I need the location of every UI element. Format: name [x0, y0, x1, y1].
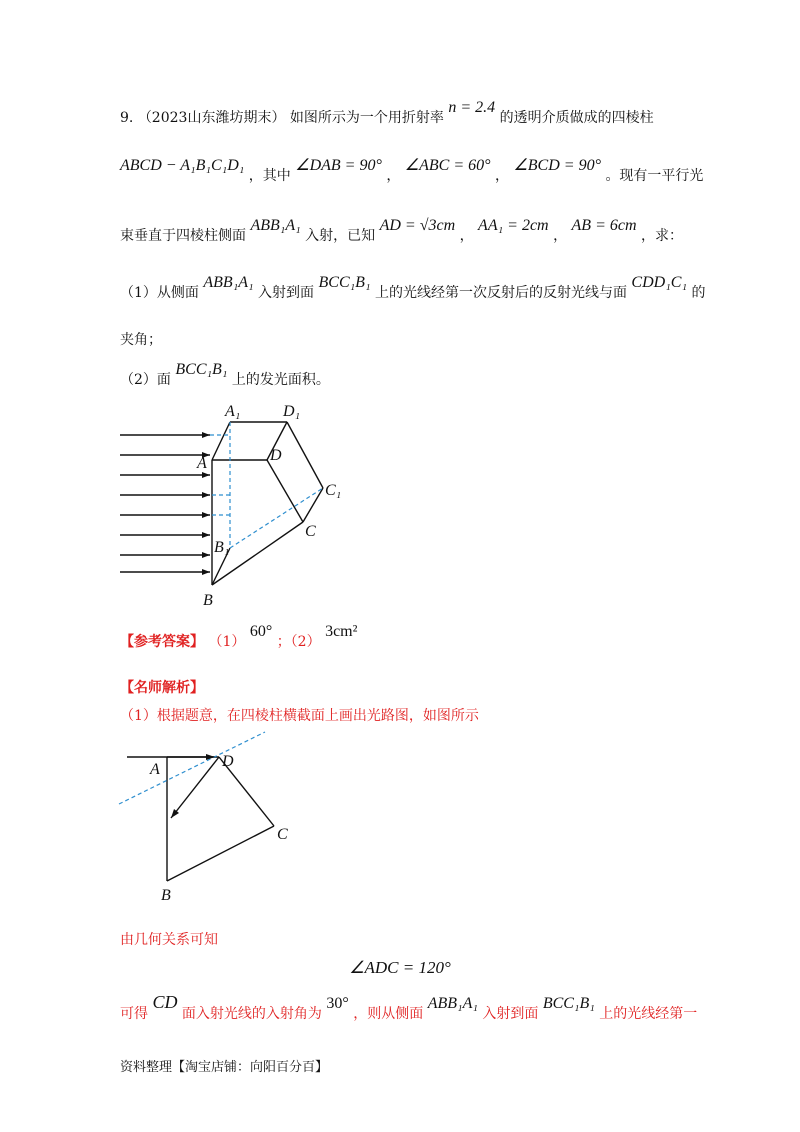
edge-d1c1 [287, 422, 323, 488]
question-1-cont [120, 330, 162, 350]
ad-length: AD = √3cm [379, 217, 456, 234]
prism-figure [115, 400, 375, 610]
label-a: A [197, 455, 207, 472]
face-abb1a1: ABB₁A₁ [203, 274, 254, 291]
refractive-index: n = 2.4 [448, 99, 496, 116]
question-text: 上的光线经第一次反射后的反射光线与面 [374, 285, 627, 301]
arrow-head [202, 472, 210, 478]
problem-text: 。现有一平行光 [605, 168, 704, 184]
label-b: B [203, 592, 213, 609]
arrow-head [202, 532, 210, 538]
face-bcc1b1: BCC₁B₁ [318, 274, 371, 291]
angle-bcd: ∠BCD = 90° [513, 157, 601, 174]
question-text: （2）面 [120, 372, 171, 388]
face-cdd1c1: CDD₁C₁ [631, 274, 687, 291]
angle-adc-line [0, 958, 800, 978]
face-bcc1b1: BCC₁B₁ [175, 361, 228, 378]
aa1-length: AA₁ = 2cm [478, 217, 549, 234]
problem-text: ，其中 [248, 168, 291, 184]
normal-line [119, 732, 265, 804]
answer-1: 60° [249, 623, 273, 640]
label-d: D [270, 447, 282, 464]
ab-length: AB = 6cm [571, 217, 637, 234]
arrow-head [202, 512, 210, 518]
analysis-step-1: （1）根据题意，在四棱柱横截面上画出光路图，如图所示 [120, 708, 479, 724]
arrow-head [202, 492, 210, 498]
question-2 [120, 361, 330, 390]
answer-line [120, 623, 358, 652]
question-text: 上的发光面积。 [231, 372, 330, 388]
label-d1: D₁ [283, 403, 301, 420]
edge-cd: CD [152, 992, 178, 1012]
question-1 [120, 274, 706, 303]
face-abb1a1: ABB₁A₁ [427, 995, 478, 1012]
label-a: A [150, 761, 160, 778]
footer: 资料整理【淘宝店铺：向阳百分百】 [120, 1060, 329, 1075]
analysis-text: 上的光线经第一 [599, 1006, 698, 1022]
answer-label: 【参考答案】 [120, 634, 204, 650]
answer-2: 3cm² [325, 623, 358, 640]
arrow-head [202, 552, 210, 558]
label-b1: B₁ [214, 539, 230, 556]
incidence-angle: 30° [326, 995, 349, 1012]
problem-text: 的透明介质做成的四棱柱 [499, 110, 654, 126]
face-bcc1b1: BCC₁B₁ [542, 995, 595, 1012]
analysis-step-3 [120, 992, 698, 1024]
cross-section-figure [115, 726, 305, 911]
problem-source: （2023山东潍坊期末） [137, 110, 286, 126]
edge-cc1 [303, 488, 323, 522]
problem-line-2: ABCD − A₁B₁C₁D₁ ，其中 ∠DAB = 90° ， ∠ABC = 60° ， ∠BCD = 90° 。现有一平行光 [120, 157, 704, 184]
analysis-label: 【名师解析】 [120, 680, 204, 696]
problem-number: 9. [120, 110, 134, 126]
label-c: C [277, 826, 288, 843]
arrow-head [202, 432, 210, 438]
answer-part: （1） [208, 634, 246, 650]
problem-text: ，求： [640, 228, 683, 244]
angle-abc: ∠ABC = 60° [404, 157, 491, 174]
label-c1: C₁ [325, 482, 342, 499]
analysis-text: 入射到面 [482, 1006, 539, 1022]
analysis-step-2: 由几何关系可知 [120, 932, 218, 948]
analysis-text: 可得 [120, 1006, 148, 1022]
face-abb1a1: ABB₁A₁ [250, 217, 301, 234]
angle-dab: ∠DAB = 90° [295, 157, 382, 174]
question-text: （1）从侧面 [120, 285, 199, 301]
label-d: D [222, 753, 234, 770]
answer-part: ；（2） [276, 634, 321, 650]
label-a1: A₁ [225, 403, 241, 420]
edge-aa1 [212, 422, 230, 460]
problem-line-1 [120, 99, 654, 128]
problem-text: 束垂直于四棱柱侧面 [120, 228, 246, 244]
problem-text: 入射，已知 [305, 228, 376, 244]
edge-bc [167, 826, 274, 881]
label-b: B [161, 887, 171, 904]
analysis-text: ，则从侧面 [353, 1006, 424, 1022]
question-text: 夹角； [120, 332, 162, 348]
problem-text: 如图所示为一个用折射率 [289, 110, 444, 126]
prism-name: ABCD − A₁B₁C₁D₁ [120, 157, 245, 174]
analysis-text: 面入射光线的入射角为 [181, 1006, 322, 1022]
question-text: 的 [691, 285, 706, 301]
problem-line-3: 束垂直于四棱柱侧面 ABB₁A₁ 入射，已知 AD = √3cm ， AA₁ = 2cm ， AB = 6cm ，求： [120, 217, 683, 244]
arrow-head [202, 569, 210, 575]
angle-adc: ∠ADC = 120° [349, 958, 451, 977]
label-c: C [305, 523, 316, 540]
question-text: 入射到面 [258, 285, 315, 301]
